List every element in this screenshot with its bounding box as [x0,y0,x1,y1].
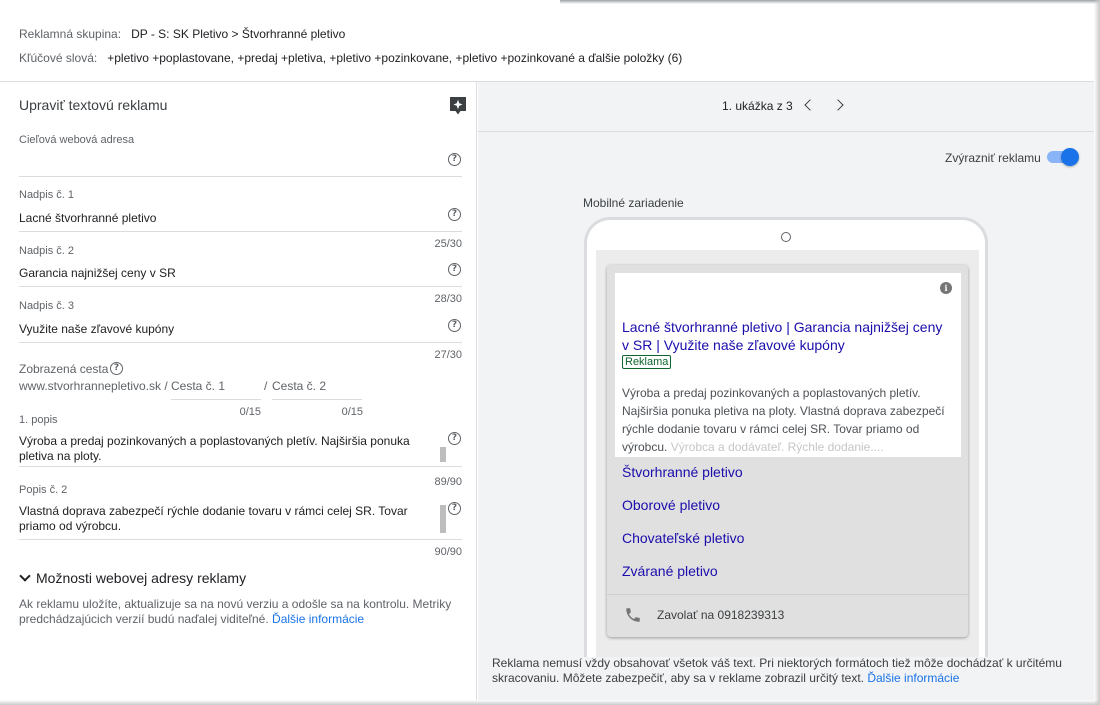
ad-preview-panel [478,82,1094,700]
help-icon[interactable]: ? [448,263,461,276]
sitelink[interactable]: Štvorhranné pletivo [622,464,743,480]
ad-group-label: Reklamná skupina: [19,27,122,41]
phone-camera [781,232,791,242]
save-note-text: Ak reklamu uložíte, aktualizuje sa na novú verziu a odošle sa na kontrolu. Metriky predchádzajúcich verzií budú naďalej viditeľné. [19,597,452,626]
keywords-row [19,51,682,65]
path-2-input[interactable] [272,379,364,418]
help-icon[interactable]: ? [448,319,461,332]
path-2-placeholder: Cesta č. 2 [272,379,327,393]
ad-description-text: Výroba a predaj pozinkovaných a poplastovaných pletív. Najširšia ponuka pletiva na ploty. Vlastná doprava zabezpečí rýchle dodanie tovaru v rámci celej SR. Tovar priamo od výrobcu. [622,386,945,454]
description-1-label: 1. popis [19,414,58,426]
description-2-counter: 90/90 [434,546,462,558]
path-2-counter: 0/15 [341,406,363,418]
call-extension[interactable] [607,594,968,637]
field-underline [19,466,462,467]
headline-2-counter: 28/30 [434,293,462,305]
final-url-field[interactable] [19,134,462,179]
ad-description [622,384,957,456]
field-underline [272,399,362,400]
phone-screen [596,250,979,657]
save-note [19,597,459,627]
textarea-scrollbar[interactable] [440,447,446,462]
description-2-field[interactable] [19,484,462,564]
description-2-label: Popis č. 2 [19,484,68,496]
ad-badge: Reklama [622,355,671,369]
keywords-label: Kľúčové slová: [19,51,98,65]
sitelink[interactable]: Zvárané pletivo [622,563,718,579]
info-icon[interactable]: i [940,282,952,294]
phone-mockup [584,217,988,657]
help-icon[interactable]: ? [448,153,461,166]
path-1-placeholder: Cesta č. 1 [171,379,226,393]
path-separator: / [264,379,268,393]
headline-3-input[interactable]: Využite naše zľavové kupóny [19,322,175,336]
help-icon[interactable]: ? [448,432,461,445]
headline-3-counter: 27/30 [434,349,462,361]
headline-2-input[interactable]: Garancia najnižšej ceny v SR [19,266,176,280]
sparkle-suggestion-icon[interactable] [449,96,467,116]
help-icon[interactable]: ? [448,502,461,515]
description-1-field[interactable] [19,414,462,494]
textarea-scrollbar[interactable] [440,505,446,533]
chevron-down-icon [19,570,30,581]
ad-main [615,273,961,457]
field-underline [171,399,261,400]
ad-group-row [19,27,345,41]
help-icon[interactable]: ? [448,208,461,221]
highlight-ad-toggle[interactable] [1045,148,1079,166]
phone-icon [624,606,642,624]
path-1-input[interactable] [171,379,263,418]
preview-pager [478,82,1094,132]
ad-description-faded: Výrobca a dodávateľ. Rýchle dodanie.... [670,440,884,454]
display-path-domain: www.stvorhrannepletivo.sk / [19,379,168,393]
final-url-label: Cieľová webová adresa [19,134,135,146]
field-underline [19,539,462,540]
sitelink[interactable]: Chovateľské pletivo [622,530,745,546]
preview-disclaimer [492,656,1082,686]
help-icon[interactable]: ? [110,362,123,375]
headline-3-label: Nadpis č. 3 [19,300,75,312]
learn-more-link[interactable]: Ďalšie informácie [867,671,960,685]
toggle-knob [1061,148,1079,166]
disclaimer-text: Reklama nemusí vždy obsahovať všetok váš text. Pri niektorých formátoch tiež môže dochádzať k určitému skracovaniu. Môžete zabezpečiť, aby sa v reklame zobrazil určitý text. [492,656,1062,685]
window-edge [1094,0,1100,705]
ad-editor-panel [0,82,477,700]
chevron-right-icon[interactable] [834,100,844,110]
chevron-left-icon[interactable] [803,100,813,110]
url-options-label: Možnosti webovej adresy reklamy [36,570,247,586]
headline-1-label: Nadpis č. 1 [19,189,75,201]
window-edge [0,700,1100,705]
description-1-counter: 89/90 [434,476,462,488]
ad-group-header [0,0,1094,82]
headline-3-field[interactable] [19,300,462,368]
field-underline [19,286,462,287]
field-underline [19,231,462,232]
learn-more-link[interactable]: Ďalšie informácie [272,612,365,626]
highlight-ad-label: Zvýrazniť reklamu [945,151,1041,165]
headline-1-input[interactable]: Lacné štvorhranné pletivo [19,211,157,225]
headline-2-label: Nadpis č. 2 [19,245,75,257]
field-underline [19,176,462,177]
description-2-input[interactable]: Vlastná doprava zabezpečí rýchle dodanie tovaru v rámci celej SR. Tovar priamo od výrobcu. [19,504,408,533]
editor-title: Upraviť textovú reklamu [19,97,168,113]
sitelink[interactable]: Oborové pletivo [622,497,721,513]
url-options-toggle[interactable] [19,570,246,586]
path-1-counter: 0/15 [239,406,261,418]
device-label: Mobilné zariadenie [583,196,684,210]
ad-group-value: DP - S: SK Pletivo > Štvorhranné pletivo [131,27,346,41]
ad-card [607,265,968,637]
preview-counter: 1. ukážka z 3 [722,99,793,113]
display-path-label: Zobrazená cesta [19,362,109,376]
field-underline [19,342,462,343]
headline-1-counter: 25/30 [434,238,462,250]
ad-headline[interactable]: Lacné štvorhranné pletivo | Garancia najnižšej ceny v SR | Využite naše zľavové kupóny [622,319,943,353]
description-1-input[interactable]: Výroba a predaj pozinkovaných a poplastovaných pletív. Najširšia ponuka pletiva na ploty. [19,434,410,463]
call-text: Zavolať na 0918239313 [657,608,785,622]
keywords-value: +pletivo +poplastovane, +predaj +pletiva, +pletivo +pozinkovane, +pletivo +pozinkované a ďalšie položky (6) [107,51,683,65]
